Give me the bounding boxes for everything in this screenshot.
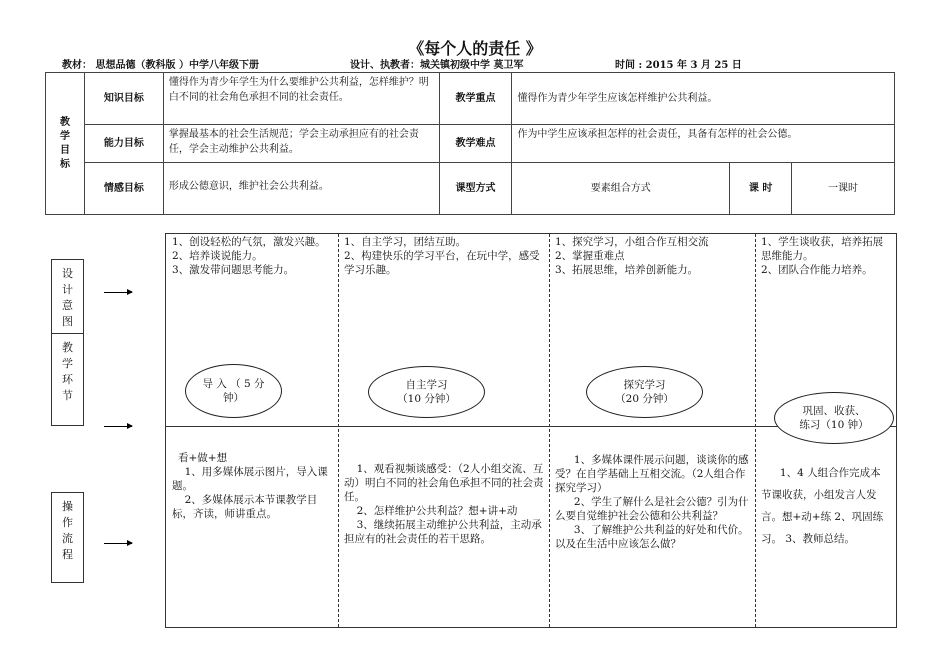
- teaching-steps-label: 教学环节: [62, 341, 73, 402]
- lesson-type-label: 课型方式: [439, 163, 512, 215]
- ability-label: 能力目标: [84, 125, 163, 163]
- knowledge-label: 知识目标: [84, 73, 163, 125]
- intent-cell-1: 1、创设轻松的气氛，激发兴趣。 2、培养谈说能力。 3、激发带问题思考能力。: [172, 236, 326, 276]
- stage-oval-intro: 导 入 （ 5 分 钟）: [185, 364, 282, 418]
- date-info: 时间 : 2015 年 3 月 25 日: [615, 60, 742, 71]
- difficulty-label: 教学难点: [439, 125, 512, 163]
- procedure-cell-4: 1、4 人组合作完成本节课收获，小组发言人发言。想+动+练 2、巩固练习。 3、教师总结。: [761, 467, 884, 545]
- intent-cell-3: 1、探究学习，小组合作互相交流 2、掌握重难点 3、拓展思维，培养创新能力。: [555, 236, 709, 276]
- operation-label: 操作流程: [62, 500, 73, 561]
- hours-text: 一课时: [792, 163, 895, 215]
- stage-oval-consolidation: 巩固、收获、 练习（10 钟）: [774, 392, 894, 444]
- side-label-box-lower: [51, 492, 84, 583]
- document-title: 《每个人的责任 》: [408, 39, 542, 58]
- column-divider: [338, 234, 339, 627]
- stage-oval-self-study: 自主学习 （10 分钟）: [368, 366, 485, 418]
- procedure-cell-2: 1、观看视频谈感受：（2人小组交流、互动）明白不同的社会角色承担不同的社会责任。 2、怎样维护公共利益？想+讲+动 3、继续拓展主动维护公共利益，主动承担应有的社会责任的若干思路。: [344, 463, 544, 545]
- difficulty-text: 作为中学生应该承担怎样的社会责任，具备有怎样的社会公德。: [512, 125, 895, 163]
- designer-info: 设计、执教者：城关镇初级中学 莫卫军: [350, 60, 524, 71]
- intent-cell-2: 1、自主学习，团结互助。 2、构建快乐的学习平台，在玩中学，感受学习乐趣。: [344, 236, 540, 276]
- key-point-label: 教学重点: [439, 73, 512, 125]
- hours-label: 课 时: [730, 163, 792, 215]
- intent-cell-4: 1、学生谈收获，培养拓展思维能力。 2、团队合作能力培养。: [761, 236, 884, 276]
- emotion-label: 情感目标: [84, 163, 163, 215]
- key-point-text: 懂得作为青少年学生应该怎样维护公共利益。: [512, 73, 895, 125]
- objectives-section-label: 教学目标: [46, 73, 85, 215]
- knowledge-text: 懂得作为青少年学生为什么要维护公共利益，怎样维护？明白不同的社会角色承担不同的社会责任。: [163, 73, 439, 125]
- side-label-box-upper: [51, 259, 84, 426]
- column-divider: [549, 234, 550, 627]
- ability-text: 掌握最基本的社会生活规范；学会主动承担应有的社会责任，学会主动维护公共利益。: [163, 125, 439, 163]
- arrow-intent: [104, 292, 132, 293]
- objectives-table: [45, 72, 895, 215]
- procedure-cell-3: 1、多媒体课件展示问题，谈谈你的感受？在自学基础上互相交流。（2人组合作探究学习） 2、学生了解什么是社会公德？引为什么要自觉维护社会公德和公共利益？ 3、了解维护公共利益的好处和代价。以及在生活中应该怎么做？: [555, 454, 749, 550]
- emotion-text: 形成公德意识，维护社会公共利益。: [163, 163, 439, 215]
- side-label-divider: [52, 333, 83, 334]
- stage-oval-inquiry: 探究学习 （20 分钟）: [586, 366, 703, 418]
- column-divider: [755, 234, 756, 627]
- arrow-operation: [104, 543, 132, 544]
- design-intent-label: 设计意图: [62, 267, 73, 328]
- procedure-cell-1: 看+做+想 1、用多媒体展示图片，导入课题。 2、多媒体展示本节课教学目标，齐读，师讲重点。: [172, 452, 328, 520]
- flow-grid: [165, 233, 897, 628]
- lesson-type-text: 要素组合方式: [512, 163, 730, 215]
- material-info: 教材： 思想品德（教科版 ）中学八年级下册: [62, 60, 259, 71]
- arrow-steps: [104, 426, 132, 427]
